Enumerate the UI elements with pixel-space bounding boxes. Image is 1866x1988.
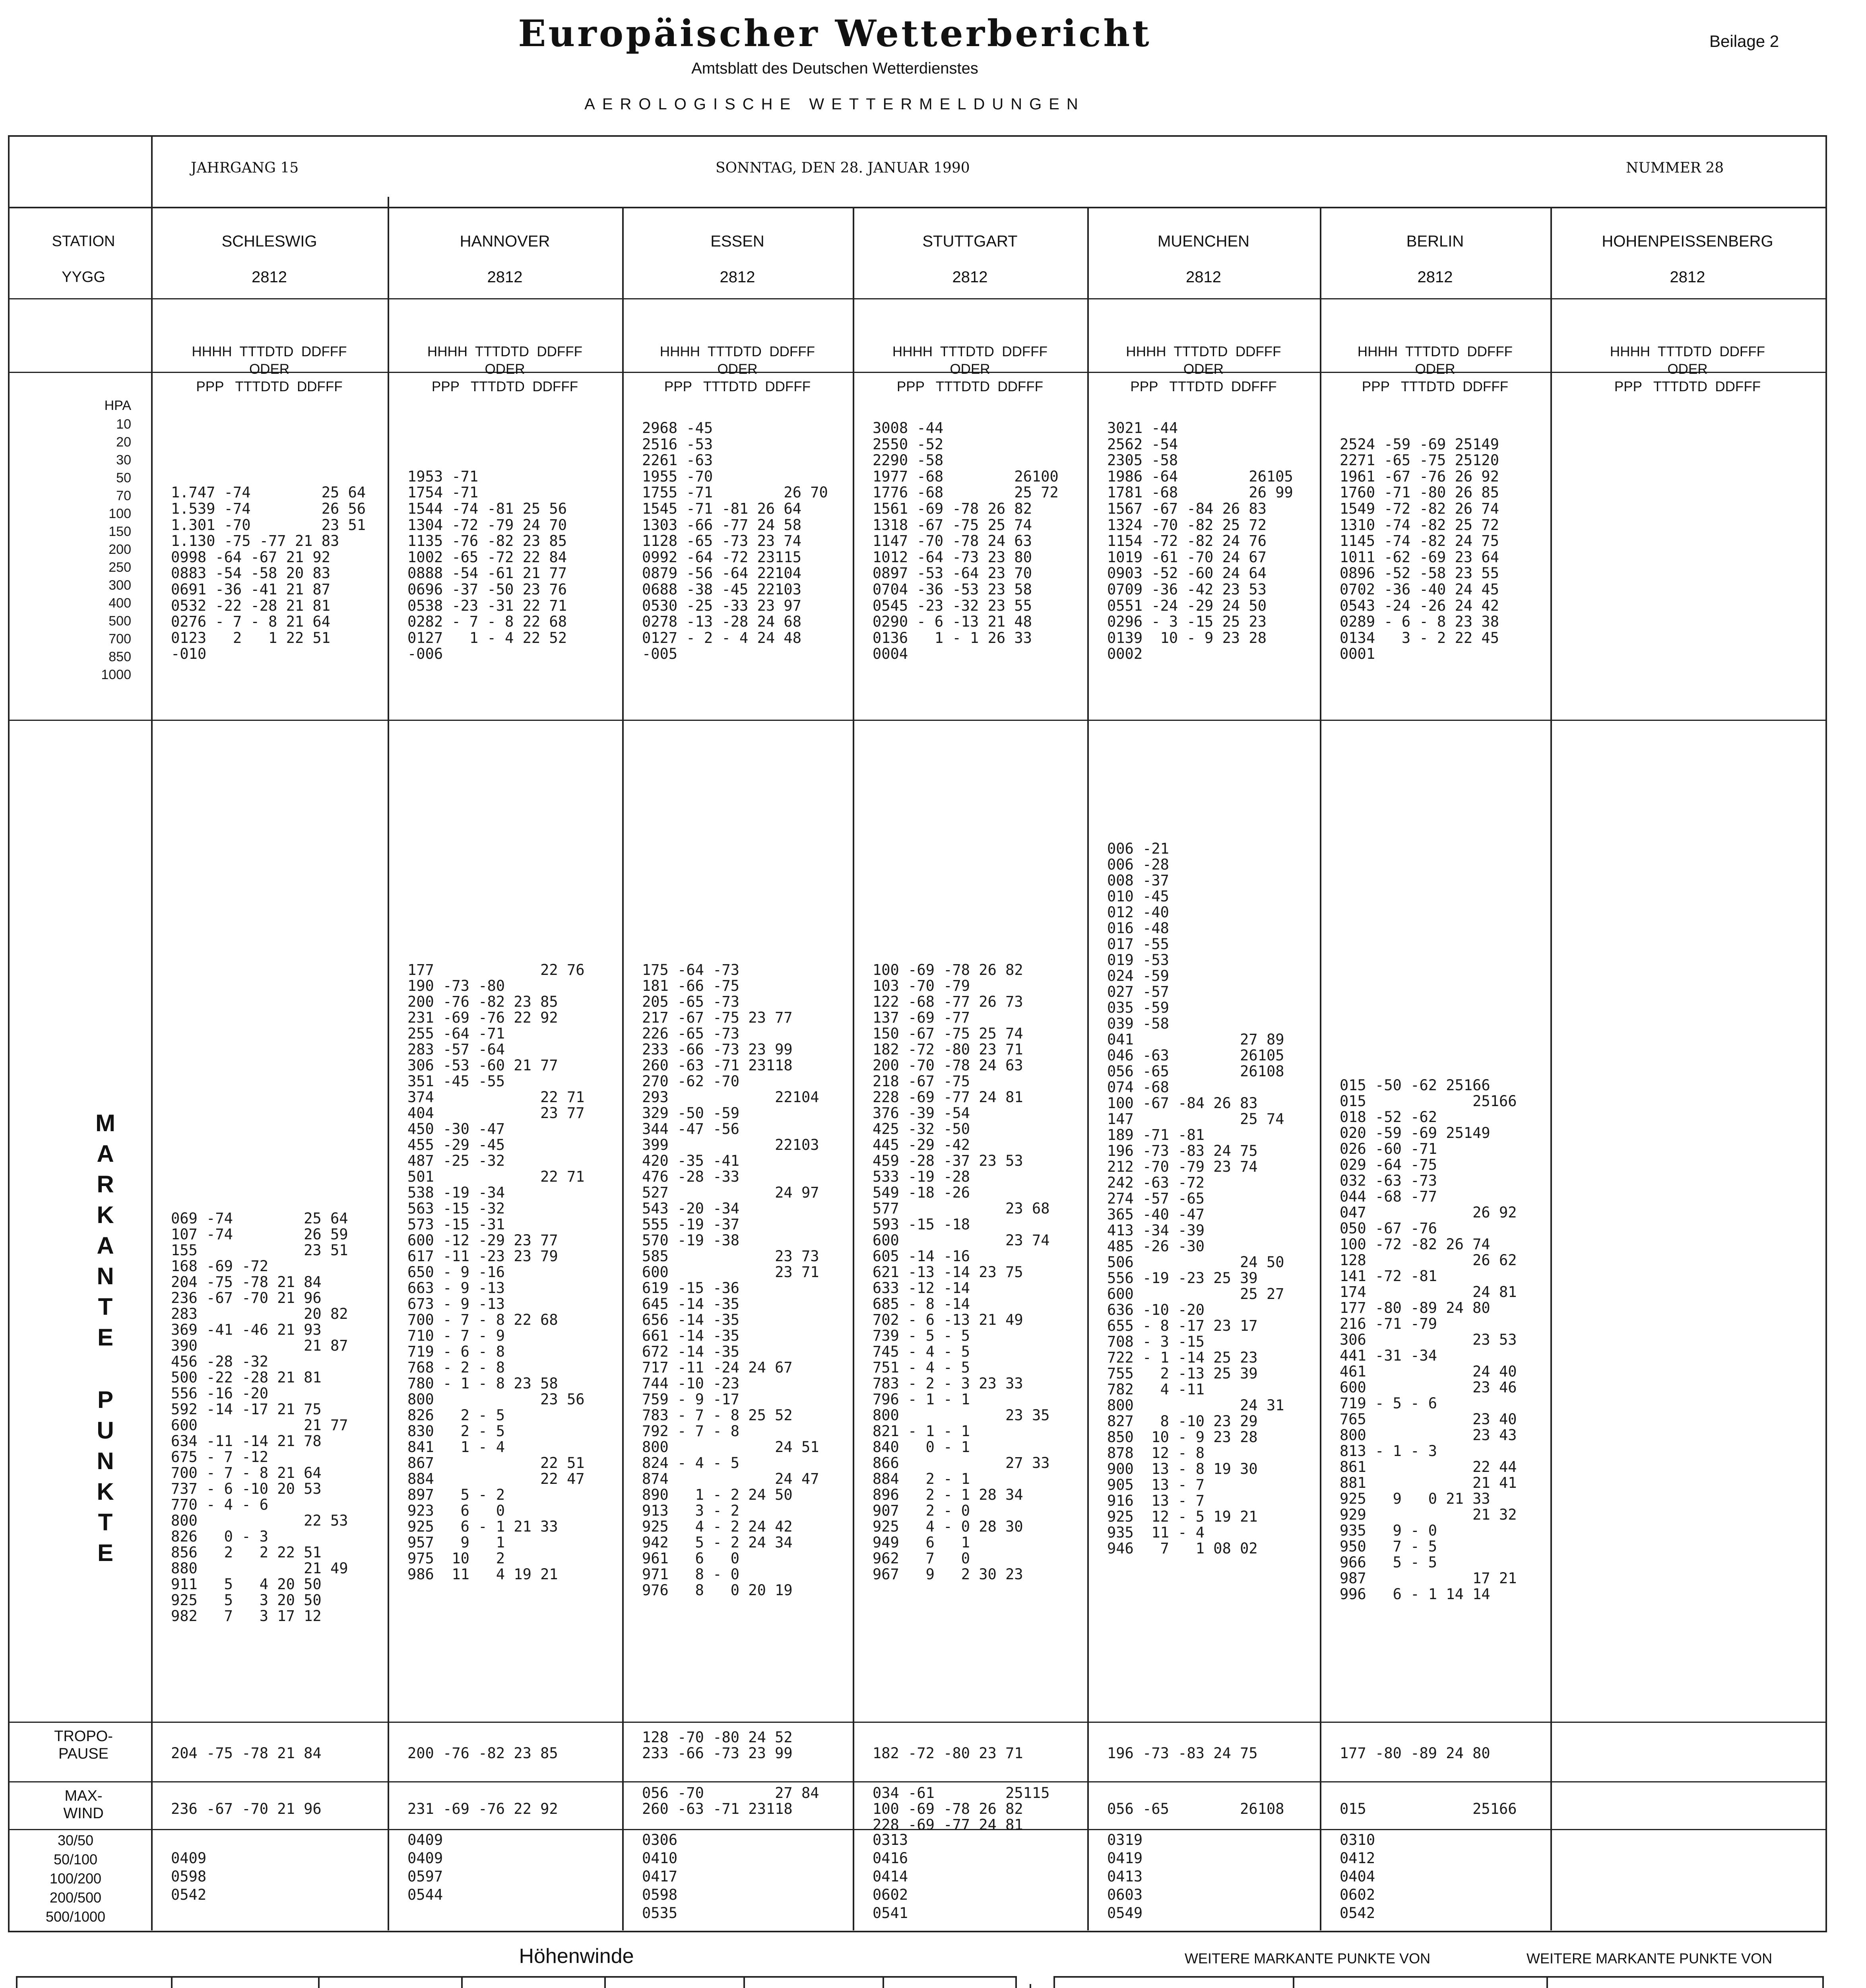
tropopause-data: 196 -73 -83 24 75 xyxy=(1107,1745,1258,1762)
info-row xyxy=(151,135,1826,207)
jahrgang: JAHRGANG 15 xyxy=(191,160,299,176)
weitere-table xyxy=(1053,1976,1824,1988)
station-yygg: 2812 xyxy=(252,268,287,286)
markante-letter: N xyxy=(97,1263,114,1289)
hpa-data: 3008 -44 2550 -52 2290 -58 1977 -68 26100 1776 -68 25 72 1561 -69 -78 26 82 1318 -67 -75 25 74 1147 -70 -78 24 63 1012 -64 -73 23 80 0897 -53 -64 23 70 0704 -36 -53 23 58 0545 -23 -32 23 55 0290 - 6 -13 21 48 0136 1 - 1 26 33 0004 xyxy=(873,419,1059,663)
markante-letter: R xyxy=(97,1171,114,1198)
tropopause-data: 204 -75 -78 21 84 xyxy=(171,1745,322,1762)
markante-letter: T xyxy=(98,1293,113,1320)
layer-data: 0409 0598 0542 xyxy=(171,1850,207,1903)
markante-punkte-data: 006 -21 006 -28 008 -37 010 -45 012 -40 016 -48 017 -55 019 -53 024 -59 027 -57 035 -59 039 -58 041 27 89 046 -63 26105 056 -65 26108 074 -68 100 -67 -84 26 83 147 25 74 189 -71 -81 196 -73 -83 24 75 212 -70 -79 23 74 242 -63 -72 274 -57 -65 365 -40 -47 413 -34 -39 485 -26 -30 506 24 50 556 -19 -23 25 39 600 25 27 636 -10 -20 655 - 8 -17 23 17 708 - 3 -15 722 - 1 -14 25 23 755 2 -13 25 39 782 4 -11 800 24 31 827 8 -10 23 29 850 10 - 9 23 28 878 12 - 8 900 13 - 8 19 30 905 13 - 7 916 13 - 7 925 12 - 5 19 21 935 11 - 4 946 7 1 08 02 xyxy=(1107,840,1284,1557)
maxwind-data: 056 -70 27 84 260 -63 -71 23118 xyxy=(642,1784,819,1817)
layer-label: 50/100 xyxy=(53,1851,98,1868)
punkte-letter: E xyxy=(97,1540,114,1566)
layer-label: 100/200 xyxy=(49,1870,102,1887)
column-header: HHHH TTTDTD DDFFF ODER PPP TTTDTD DDFFF xyxy=(1126,344,1281,394)
tropopause-data: 128 -70 -80 24 52 233 -66 -73 23 99 xyxy=(642,1729,793,1762)
station-name: SCHLESWIG xyxy=(221,233,317,250)
hpa-data: 1953 -71 1754 -71 1544 -74 -81 25 56 1304 -72 -79 24 70 1135 -76 -82 23 85 1002 -65 -72 22 84 0888 -54 -61 21 77 0696 -37 -50 23 76 0538 -23 -31 22 71 0282 - 7 - 8 22 68 0127 1 - 4 22 52 -006 xyxy=(407,468,567,663)
markante-punkte-data: 069 -74 25 64 107 -74 26 59 155 23 51 168 -69 -72 204 -75 -78 21 84 236 -67 -70 21 96 283 20 82 369 -41 -46 21 93 390 21 87 456 -28 -32 500 -22 -28 21 81 556 -16 -20 592 -14 -17 21 75 600 21 77 634 -11 -14 21 78 675 - 7 -12 700 - 7 - 8 21 64 737 - 6 -10 20 53 770 - 4 - 6 800 22 53 826 0 - 3 856 2 2 22 51 880 21 49 911 5 4 20 50 925 5 3 20 50 982 7 3 17 12 xyxy=(171,1210,348,1625)
hpa-data: 2968 -45 2516 -53 2261 -63 1955 -70 1755 -71 26 70 1545 -71 -81 26 64 1303 -66 -77 24 58 1128 -65 -73 23 74 0992 -64 -72 23115 0879 -56 -64 22104 0688 -38 -45 22103 0530 -25 -33 23 97 0278 -13 -28 24 68 0127 - 2 - 4 24 48 -005 xyxy=(642,419,828,663)
tropopause-data: 182 -72 -80 23 71 xyxy=(873,1745,1023,1762)
report-title: Europäischer Wetterbericht xyxy=(518,12,1152,55)
layer-data: 0310 0412 0404 0602 0542 xyxy=(1340,1831,1375,1922)
markante-letter: A xyxy=(97,1232,114,1259)
station-name: HOHENPEISSENBERG xyxy=(1602,233,1773,250)
punkte-letter: U xyxy=(97,1417,114,1444)
layer-label: 30/50 xyxy=(57,1832,94,1848)
maxwind-data: 015 25166 xyxy=(1340,1800,1517,1817)
winds-table xyxy=(16,1976,1017,1988)
maxwind-data: 034 -61 25115 100 -69 -78 26 82 228 -69 -77 24 81 xyxy=(873,1784,1050,1833)
yygg-label: YYGG xyxy=(62,269,105,285)
beilage-label: Beilage 2 xyxy=(1709,32,1779,50)
hpa-data: 3021 -44 2562 -54 2305 -58 1986 -64 26105 1781 -68 26 99 1567 -67 -84 26 83 1324 -70 -82 25 72 1154 -72 -82 24 76 1019 -61 -70 24 67 0903 -52 -60 24 64 0709 -36 -42 23 53 0551 -24 -29 24 50 0296 - 3 -15 25 23 0139 10 - 9 23 28 0002 xyxy=(1107,419,1293,663)
hpa-levels: 10 20 30 50 70 100 150 200 250 300 400 500 700 850 1000 xyxy=(101,417,131,682)
station-name: MUENCHEN xyxy=(1157,233,1250,250)
maxwind-data: 236 -67 -70 21 96 xyxy=(171,1800,322,1817)
layer-data: 0313 0416 0414 0602 0541 xyxy=(873,1831,908,1922)
maxwind-data: 231 -69 -76 22 92 xyxy=(407,1800,558,1817)
maxwind-data: 056 -65 26108 xyxy=(1107,1800,1284,1817)
column-header: HHHH TTTDTD DDFFF ODER PPP TTTDTD DDFFF xyxy=(1610,344,1765,394)
report-subtitle: Amtsblatt des Deutschen Wetterdienstes xyxy=(691,60,978,77)
weitere-title-2: WEITERE MARKANTE PUNKTE VON xyxy=(1527,1950,1773,1967)
markante-punkte-data: 175 -64 -73 181 -66 -75 205 -65 -73 217 -67 -75 23 77 226 -65 -73 233 -66 -73 23 99 260 -63 -71 23118 270 -62 -70 293 22104 329 -50 -59 344 -47 -56 399 22103 420 -35 -41 476 -28 -33 527 24 97 543 -20 -34 555 -19 -37 570 -19 -38 585 23 73 600 23 71 619 -15 -36 645 -14 -35 656 -14 -35 661 -14 -35 672 -14 -35 717 -11 -24 24 67 744 -10 -23 759 - 9 -17 783 - 7 - 8 25 52 792 - 7 - 8 800 24 51 824 - 4 - 5 874 24 47 890 1 - 2 24 50 913 3 - 2 925 4 - 2 24 42 942 5 - 2 24 34 961 6 0 971 8 - 0 976 8 0 20 19 xyxy=(642,961,819,1599)
column-header: HHHH TTTDTD DDFFF ODER PPP TTTDTD DDFFF xyxy=(892,344,1048,394)
markante-letter: A xyxy=(97,1140,114,1167)
weitere-title-1: WEITERE MARKANTE PUNKTE VON xyxy=(1185,1950,1431,1967)
issue-date: SONNTAG, DEN 28. JANUAR 1990 xyxy=(716,160,970,176)
markante-punkte-data: 015 -50 -62 25166 015 25166 018 -52 -62 020 -59 -69 25149 026 -60 -71 029 -64 -75 032 -63 -73 044 -68 -77 047 26 92 050 -67 -76 100 -72 -82 26 74 128 26 62 141 -72 -81 174 24 81 177 -80 -89 24 80 216 -71 -79 306 23 53 441 -31 -34 461 24 40 600 23 46 719 - 5 - 6 765 23 40 800 23 43 813 - 1 - 3 861 22 44 881 21 41 925 9 0 21 33 929 21 32 935 9 - 0 950 7 - 5 966 5 - 5 987 17 21 996 6 - 1 14 14 xyxy=(1340,1077,1517,1603)
markante-letter: K xyxy=(97,1202,114,1228)
station-yygg: 2812 xyxy=(1417,268,1453,286)
hpa-label: HPA xyxy=(104,398,131,413)
punkte-letter: K xyxy=(97,1478,114,1505)
issue-number: NUMMER 28 xyxy=(1626,160,1724,176)
station-name: HANNOVER xyxy=(460,233,550,250)
station-name: BERLIN xyxy=(1406,233,1464,250)
hpa-data: 1.747 -74 25 64 1.539 -74 26 56 1.301 -70 23 51 1.130 -75 -77 21 83 0998 -64 -67 21 92 0883 -54 -58 20 83 0691 -36 -41 21 87 0532 -22 -28 21 81 0276 - 7 - 8 21 64 0123 2 1 22 51 -010 xyxy=(171,484,366,663)
hoehenwinde-title: Höhenwinde xyxy=(519,1945,634,1968)
station-name: STUTTGART xyxy=(922,233,1018,250)
tropopause-label: TROPO- PAUSE xyxy=(54,1728,113,1762)
section-title: AEROLOGISCHE WETTERMELDUNGEN xyxy=(584,95,1085,113)
column-header: HHHH TTTDTD DDFFF ODER PPP TTTDTD DDFFF xyxy=(660,344,815,394)
tropopause-data: 200 -76 -82 23 85 xyxy=(407,1745,558,1762)
markante-punkte-data: 177 22 76 190 -73 -80 200 -76 -82 23 85 231 -69 -76 22 92 255 -64 -71 283 -57 -64 306 -53 -60 21 77 351 -45 -55 374 22 71 404 23 77 450 -30 -47 455 -29 -45 487 -25 -32 501 22 71 538 -19 -34 563 -15 -32 573 -15 -31 600 -12 -29 23 77 617 -11 -23 23 79 650 - 9 -16 663 - 9 -13 673 - 9 -13 700 - 7 - 8 22 68 710 - 7 - 9 719 - 6 - 8 768 - 2 - 8 780 - 1 - 8 23 58 800 23 56 826 2 - 5 830 2 - 5 841 1 - 4 867 22 51 884 22 47 897 5 - 2 923 6 0 925 6 - 1 21 33 957 9 1 975 10 2 986 11 4 19 21 xyxy=(407,961,585,1583)
markante-letter: E xyxy=(97,1324,114,1351)
markante-punkte-data: 100 -69 -78 26 82 103 -70 -79 122 -68 -77 26 73 137 -69 -77 150 -67 -75 25 74 182 -72 -80 23 71 200 -70 -78 24 63 218 -67 -75 228 -69 -77 24 81 376 -39 -54 425 -32 -50 445 -29 -42 459 -28 -37 23 53 533 -19 -28 549 -18 -26 577 23 68 593 -15 -18 600 23 74 605 -14 -16 621 -13 -14 23 75 633 -12 -14 685 - 8 -14 702 - 6 -13 21 49 739 - 5 - 5 745 - 4 - 5 751 - 4 - 5 783 - 2 - 3 23 33 796 - 1 - 1 800 23 35 821 - 1 - 1 840 0 - 1 866 27 33 884 2 - 1 896 2 - 1 28 34 907 2 - 0 925 4 - 0 28 30 949 6 1 962 7 0 967 9 2 30 23 xyxy=(873,961,1050,1583)
column-header: HHHH TTTDTD DDFFF ODER PPP TTTDTD DDFFF xyxy=(427,344,583,394)
station-yygg: 2812 xyxy=(720,268,755,286)
punkte-letter: N xyxy=(97,1448,114,1474)
station-label: STATION xyxy=(52,233,115,250)
station-yygg: 2812 xyxy=(487,268,523,286)
station-yygg: 2812 xyxy=(1186,268,1221,286)
layer-label: 200/500 xyxy=(49,1889,102,1906)
layer-data: 0319 0419 0413 0603 0549 xyxy=(1107,1831,1143,1922)
punkte-letter: T xyxy=(98,1509,113,1536)
punkte-letter: P xyxy=(97,1386,114,1413)
station-yygg: 2812 xyxy=(1670,268,1705,286)
station-name: ESSEN xyxy=(710,233,764,250)
hpa-data: 2524 -59 -69 25149 2271 -65 -75 25120 1961 -67 -76 26 92 1760 -71 -80 26 85 1549 -72 -82 26 74 1310 -74 -82 25 72 1145 -74 -82 24 75 1011 -62 -69 23 64 0896 -52 -58 23 55 0702 -36 -40 24 45 0543 -24 -26 24 42 0289 - 6 - 8 23 38 0134 3 - 2 22 45 0001 xyxy=(1340,435,1499,663)
column-header: HHHH TTTDTD DDFFF ODER PPP TTTDTD DDFFF xyxy=(192,344,347,394)
station-yygg: 2812 xyxy=(952,268,988,286)
layer-labels xyxy=(16,1831,135,1926)
layer-data: 0409 0409 0597 0544 xyxy=(407,1831,443,1903)
layer-label: 500/1000 xyxy=(45,1908,106,1925)
maxwind-label: MAX- WIND xyxy=(63,1788,104,1822)
markante-letter: M xyxy=(95,1110,115,1136)
layer-data: 0306 0410 0417 0598 0535 xyxy=(642,1831,678,1922)
tropopause-data: 177 -80 -89 24 80 xyxy=(1340,1745,1490,1762)
column-header: HHHH TTTDTD DDFFF ODER PPP TTTDTD DDFFF xyxy=(1357,344,1513,394)
